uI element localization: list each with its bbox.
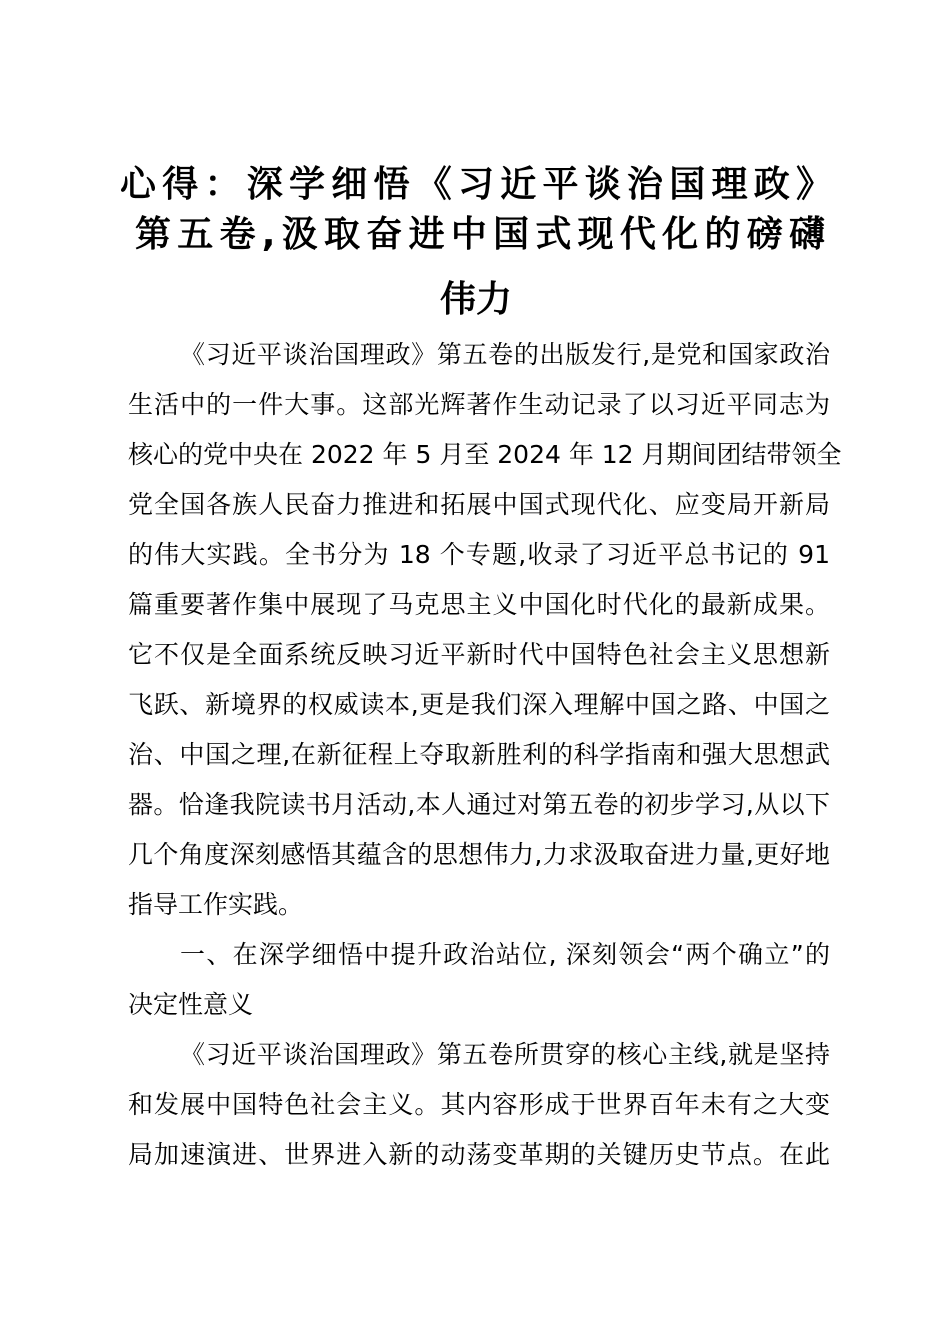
title-line-1: 心得：深学细悟《习近平谈治国理政》 bbox=[120, 164, 832, 205]
paragraph-line: 党全国各族人民奋力推进和拓展中国式现代化、应变局开新局 bbox=[128, 490, 830, 519]
paragraph-line: 篇重要著作集中展现了马克思主义中国化时代化的最新成果。 bbox=[128, 590, 830, 619]
title-line-3: 伟力 bbox=[439, 279, 512, 320]
paragraph-line: 飞跃、新境界的权威读本,更是我们深入理解中国之路、中国之 bbox=[128, 690, 830, 719]
paragraph-line: 和发展中国特色社会主义。其内容形成于世界百年未有之大变 bbox=[128, 1090, 830, 1119]
section-heading-line: 一、在深学细悟中提升政治站位, 深刻领会“两个确立”的 bbox=[180, 940, 830, 969]
paragraph-line: 局加速演进、世界进入新的动荡变革期的关键历史节点。在此 bbox=[128, 1140, 830, 1169]
paragraph-line: 《习近平谈治国理政》第五卷所贯穿的核心主线,就是坚持 bbox=[180, 1040, 830, 1069]
paragraph-line: 《习近平谈治国理政》第五卷的出版发行,是党和国家政治 bbox=[180, 340, 830, 369]
paragraph-line: 核心的党中央在 2022 年 5 月至 2024 年 12 月期间团结带领全 bbox=[128, 440, 842, 469]
paragraph-line: 它不仅是全面系统反映习近平新时代中国特色社会主义思想新 bbox=[128, 640, 830, 669]
paragraph-line: 的伟大实践。全书分为 18 个专题,收录了习近平总书记的 91 bbox=[128, 540, 830, 569]
paragraph-line: 指导工作实践。 bbox=[128, 890, 304, 919]
paragraph-line: 治、中国之理,在新征程上夺取新胜利的科学指南和强大思想武 bbox=[128, 740, 830, 769]
paragraph-line: 生活中的一件大事。这部光辉著作生动记录了以习近平同志为 bbox=[128, 390, 830, 419]
title-line-2: 第五卷,汲取奋进中国式现代化的磅礴 bbox=[135, 214, 825, 255]
paragraph-line: 几个角度深刻感悟其蕴含的思想伟力,力求汲取奋进力量,更好地 bbox=[128, 840, 830, 869]
paragraph-line: 器。恰逢我院读书月活动,本人通过对第五卷的初步学习,从以下 bbox=[128, 790, 830, 819]
section-heading-line: 决定性意义 bbox=[128, 990, 254, 1019]
